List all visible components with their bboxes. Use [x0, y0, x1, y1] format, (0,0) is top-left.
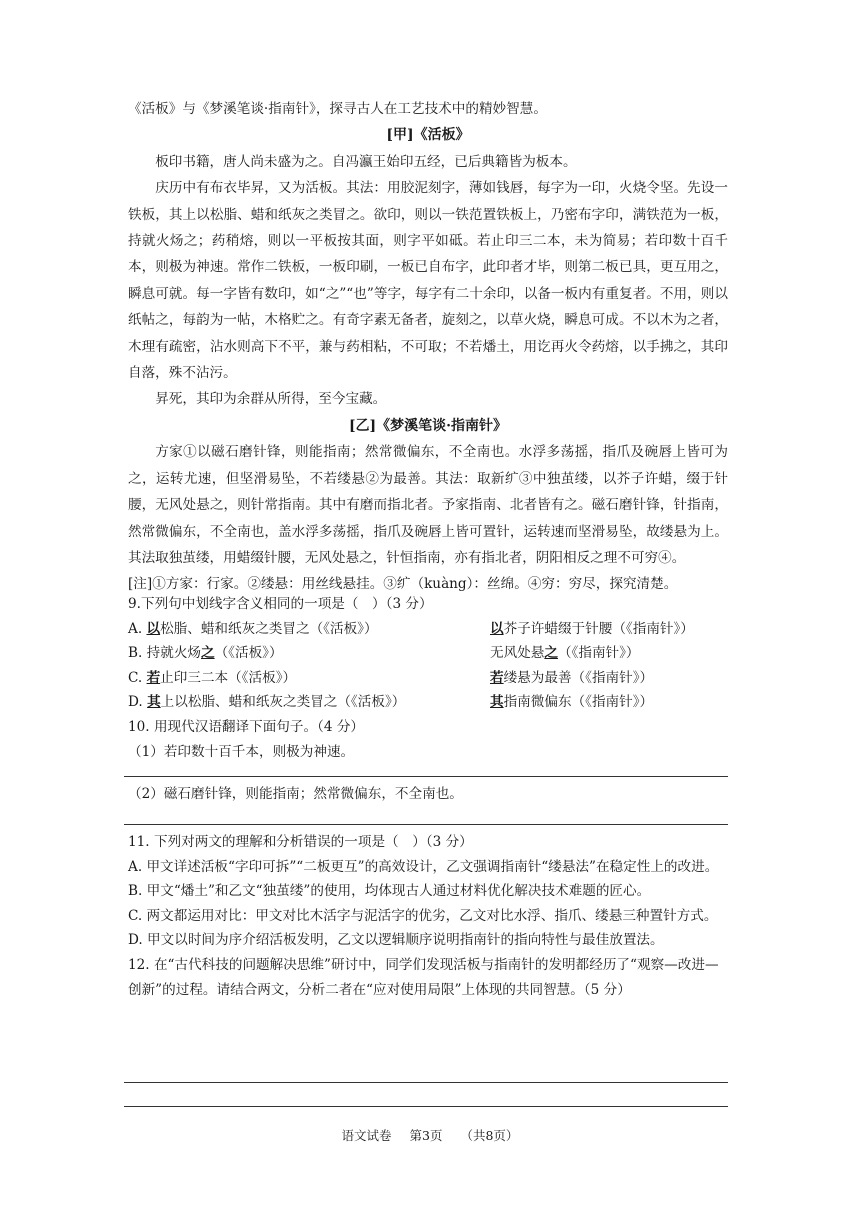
underlined-char: 以 — [490, 620, 504, 637]
underlined-char: 若 — [490, 669, 504, 686]
option-text: 指南微偏东（《指南针》） — [503, 694, 654, 711]
question-11-option-a: A. 甲文详述活板“字印可拆”“二板更互”的高效设计，乙文强调指南针“缕悬法”在稳定性上的改进。 — [128, 858, 719, 875]
option-row-c — [128, 666, 728, 691]
option-row-d — [128, 690, 728, 715]
option-label: D. — [128, 694, 143, 711]
footer-page-number: 第3页 — [409, 1128, 443, 1143]
option-row-a — [128, 617, 728, 642]
option-label: C. — [128, 669, 143, 686]
text-a-title: [甲]《活板》 — [386, 127, 470, 144]
option-text: 持就火炀 — [146, 645, 202, 662]
option-text: 止印三二本（《活板》） — [160, 669, 297, 686]
text-a-paragraph: 昇死，其印为余群从所得，至今宝藏。 — [155, 391, 387, 408]
option-text: （《活板》） — [214, 645, 283, 662]
underlined-char: 之 — [201, 645, 215, 662]
footer-subject: 语文试卷 — [341, 1128, 392, 1143]
page-footer — [0, 1126, 860, 1144]
option-row-b — [128, 641, 728, 666]
annotation-note: [注]①方家：行家。②缕悬：用丝线悬挂。③纩（kuàng）：丝绵。④穷：穷尽，探究清楚。 — [128, 576, 678, 593]
text-b-body — [128, 439, 728, 571]
reading-section — [128, 96, 728, 598]
question-11-stem: 11. 下列对两文的理解和分析错误的一项是（ ）（3 分） — [128, 834, 473, 850]
option-text: 芥子许蜡缀于针腰（《指南针》） — [503, 620, 694, 637]
underlined-char: 之 — [544, 645, 558, 662]
option-text: 缕悬为最善（《指南针》） — [503, 669, 654, 686]
question-11-option-b: B. 甲文“燔土”和乙文“独茧缕”的使用，均体现古人通过材料优化解决技术难题的匠心。 — [128, 883, 651, 900]
question-10-sentence-2: （2）磁石磨针锋，则能指南；然常微偏东，不全南也。 — [128, 786, 463, 802]
text-a-body — [128, 149, 728, 413]
option-text: 上以松脂、蜡和纸灰之类冒之（《活板》） — [160, 694, 406, 711]
question-11 — [128, 830, 728, 1002]
answer-line[interactable] — [124, 776, 728, 777]
underlined-char: 若 — [146, 669, 161, 686]
question-10-stem: 10. 用现代汉语翻译下面句子。（4 分） — [128, 718, 365, 735]
option-text: （《指南针》） — [557, 645, 640, 662]
answer-line[interactable] — [124, 1106, 728, 1107]
text-b-paragraph: 方家①以磁石磨针锋，则能指南；然常微偏东，不全南也。水浮多荡摇，指爪及碗唇上皆可为之，运转尤速，但坚滑易坠，不若缕悬②为最善。其法：取新纩③中独茧缕，以芥子许蜡，缀于针腰，无风处悬之，则针常指南。其中有磨而指北者。予家指南、北者皆有之。磁石磨针锋，针指南，然常微偏东，不全南也，盖水浮多荡摇，指爪及碗唇上皆可置针，运转速而坚滑易坠，故缕悬为上。其法取独茧缕，用蜡缀针腰，无风处悬之，针恒指南，亦有指北者，阴阳相反之理不可穷④。 — [128, 444, 728, 566]
option-text: 松脂、蜡和纸灰之类冒之（《活板》） — [160, 620, 378, 637]
question-10-part-2 — [128, 782, 728, 807]
question-10-sentence-1: （1）若印数十百千本，则极为神速。 — [128, 743, 355, 760]
underlined-char: 其 — [490, 694, 504, 711]
answer-line[interactable] — [124, 1082, 728, 1083]
footer-total-pages: （共8页） — [460, 1128, 519, 1143]
underlined-char: 以 — [146, 620, 161, 637]
text-b-title: [乙]《梦溪笔谈·指南针》 — [348, 417, 508, 434]
option-text: 无风处悬 — [490, 645, 545, 662]
option-label: A. — [128, 620, 143, 637]
question-11-option-d: D. 甲文以时间为序介绍活板发明，乙文以逻辑顺序说明指南针的指向特性与最佳放置法。 — [128, 932, 664, 949]
question-9 — [128, 592, 728, 764]
intro-line: 《活板》与《梦溪笔谈·指南针》，探寻古人在工艺技术中的精妙智慧。 — [128, 101, 547, 117]
answer-line[interactable] — [124, 824, 728, 825]
question-12-stem: 12. 在“古代科技的问题解决思维”研讨中，同学们发现活板与指南针的发明都经历了“观察—改进—创新”的过程。请结合两文，分析二者在“应对使用局限”上体现的共同智慧。（5 分） — [128, 956, 719, 998]
text-a-paragraph: 板印书籍，唐人尚未盛为之。自冯瀛王始印五经，已后典籍皆为板本。 — [155, 153, 577, 170]
option-label: B. — [128, 645, 143, 662]
underlined-char: 其 — [147, 694, 161, 711]
question-11-option-c: C. 两文都运用对比：甲文对比木活字与泥活字的优劣，乙文对比水浮、指爪、缕悬三种置针方式。 — [128, 907, 718, 924]
text-a-paragraph: 庆历中有布衣毕昇，又为活板。其法：用胶泥刻字，薄如钱唇，每字为一印，火烧令坚。先设一铁板，其上以松脂、蜡和纸灰之类冒之。欲印，则以一铁范置铁板上，乃密布字印，满铁范为一板，持就火炀之；药稍熔，则以一平板按其面，则字平如砥。若止印三二本，未为简易；若印数十百千本，则极为神速。常作二铁板，一板印刷，一板已自布字，此印者才毕，则第二板已具，更互用之，瞬息可就。每一字皆有数印，如“之”“也”等字，每字有二十余印，以备一板内有重复者。不用，则以纸帖之，每韵为一帖，木格贮之。有奇字素无备者，旋刻之，以草火烧，瞬息可成。不以木为之者，木理有疏密，沾水则高下不平，兼与药相粘，不可取；不若燔土，用讫再火令药熔，以手拂之，其印自落，殊不沾污。 — [128, 180, 728, 382]
question-9-stem: 9.下列句中划线字含义相同的一项是（ ）（3 分） — [128, 596, 433, 612]
